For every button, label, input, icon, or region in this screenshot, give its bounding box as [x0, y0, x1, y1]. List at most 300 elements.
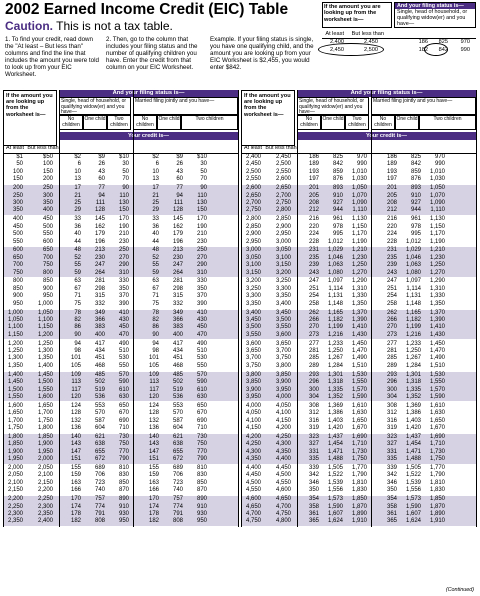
- table-cell: 224: [308, 231, 319, 238]
- table-cell: 266: [386, 316, 397, 323]
- table-cell: 944: [410, 207, 421, 214]
- table-cell: 417: [94, 340, 105, 347]
- table-row: [241, 425, 476, 432]
- table-cell: 2,450: [275, 154, 291, 160]
- table-cell: 29: [74, 207, 81, 214]
- table-cell: 850: [196, 479, 207, 486]
- table-cell: 1,230: [351, 254, 367, 261]
- table-cell: 1,097: [327, 278, 343, 285]
- table-row: [241, 216, 476, 223]
- table-cell: 689: [172, 465, 183, 471]
- table-cell: 1,370: [351, 309, 367, 316]
- table-cell: 842: [332, 161, 343, 168]
- table-row: [241, 286, 476, 293]
- table-cell: 1,335: [327, 386, 343, 393]
- table-cell: 1,607: [405, 510, 421, 517]
- table-cell: 1,029: [405, 247, 421, 254]
- table-cell: 75: [152, 300, 159, 307]
- table-cell: 530: [118, 355, 129, 362]
- table-cell: 349: [94, 309, 105, 316]
- table-cell: 182: [148, 518, 159, 525]
- table-cell: 98: [152, 348, 159, 355]
- table-row: [241, 262, 476, 269]
- header-sub-col: Two children: [107, 115, 131, 130]
- table-cell: 71: [152, 293, 159, 300]
- table-cell: 289: [386, 362, 397, 369]
- table-cell: 842: [410, 161, 421, 168]
- table-cell: 6: [155, 161, 159, 168]
- table-row: [3, 247, 238, 254]
- table-cell: 3,450: [245, 316, 261, 323]
- table-cell: 4,000: [275, 394, 291, 401]
- example-cell: 2,450: [364, 39, 378, 46]
- table-cell: $9: [176, 154, 183, 160]
- table-cell: 94: [74, 340, 81, 347]
- table-cell: 82: [152, 316, 159, 323]
- table-cell: 950: [42, 293, 53, 300]
- table-cell: 205: [308, 192, 319, 199]
- table-row: [3, 262, 238, 269]
- table-cell: 3,000: [245, 247, 261, 254]
- table-row: [241, 496, 476, 503]
- table-cell: 1,450: [351, 340, 367, 347]
- table-cell: 1,690: [429, 433, 445, 440]
- table-cell: 910: [118, 503, 129, 510]
- table-cell: 621: [172, 433, 183, 440]
- table-cell: 220: [386, 223, 397, 230]
- instruction-example: Example. If your filing status is single, you have one qualifying child, and the amount you are looking up from your EIC Worksheet is $2,455, you would enter $842.: [210, 36, 314, 71]
- table-cell: 220: [308, 223, 319, 230]
- table-cell: 630: [196, 394, 207, 401]
- table-cell: 670: [118, 410, 129, 417]
- table-cell: 281: [308, 348, 319, 355]
- table-row: [241, 472, 476, 479]
- table-cell: 700: [42, 254, 53, 261]
- table-cell: 1,050: [429, 185, 445, 192]
- table-cell: $10: [196, 154, 207, 160]
- table-cell: 910: [196, 503, 207, 510]
- table-cell: 808: [172, 518, 183, 525]
- table-cell: 655: [172, 448, 183, 455]
- table-cell: 55: [74, 262, 81, 269]
- table-cell: 450: [42, 216, 53, 223]
- table-cell: 128: [148, 410, 159, 417]
- table-cell: 50: [16, 161, 23, 168]
- table-cell: 740: [94, 487, 105, 494]
- table-cell: 774: [94, 503, 105, 510]
- table-cell: 1,454: [405, 441, 421, 448]
- table-cell: 859: [332, 168, 343, 175]
- table-cell: 1,790: [429, 472, 445, 479]
- table-cell: 1,090: [429, 199, 445, 206]
- table-cell: 2,800: [245, 216, 261, 223]
- table-cell: 310: [196, 269, 207, 276]
- example-credit-oval: [424, 43, 448, 56]
- table-cell: 536: [172, 394, 183, 401]
- table-cell: 790: [118, 456, 129, 463]
- table-row: [241, 379, 476, 386]
- table-cell: 600: [42, 238, 53, 245]
- table-row: [241, 387, 476, 394]
- table-cell: 1,012: [327, 238, 343, 245]
- table-cell: 151: [148, 456, 159, 463]
- table-cell: 350: [12, 207, 23, 214]
- table-cell: 500: [12, 231, 23, 238]
- table-cell: 1,600: [7, 402, 23, 409]
- table-row: [241, 449, 476, 456]
- table-cell: 990: [434, 161, 445, 168]
- table-cell: 1,556: [405, 487, 421, 494]
- table-cell: 82: [74, 316, 81, 323]
- table-row: [3, 487, 238, 494]
- table-cell: 370: [118, 293, 129, 300]
- table-cell: 550: [12, 238, 23, 245]
- caution-label: Caution.: [5, 19, 53, 33]
- table-cell: 1,510: [429, 362, 445, 369]
- table-cell: 111: [95, 199, 105, 206]
- table-cell: 961: [332, 216, 343, 223]
- table-cell: 2,350: [7, 518, 23, 525]
- table-row: [241, 511, 476, 518]
- table-cell: 400: [12, 216, 23, 223]
- table-cell: 293: [386, 371, 397, 378]
- table-cell: 1,650: [7, 410, 23, 417]
- table-row: [3, 394, 238, 401]
- table-cell: 235: [386, 254, 397, 261]
- table-cell: 410: [196, 309, 207, 316]
- header-sub-col: Two children: [181, 115, 238, 130]
- table-cell: 1,530: [351, 371, 367, 378]
- table-cell: 750: [42, 262, 53, 269]
- header-sub-col: No children: [371, 115, 395, 130]
- table-cell: 1,710: [429, 441, 445, 448]
- table-cell: 33: [152, 216, 159, 223]
- table-cell: 1,386: [405, 410, 421, 417]
- table-cell: 1,190: [351, 238, 367, 245]
- table-cell: 250: [42, 185, 53, 192]
- table-cell: 1,600: [37, 394, 53, 401]
- table-row: [241, 169, 476, 176]
- table-cell: 3,650: [275, 340, 291, 347]
- table-cell: 4,150: [245, 425, 261, 432]
- table-row: [3, 518, 238, 525]
- table-cell: 342: [386, 472, 397, 479]
- table-cell: 791: [94, 510, 105, 517]
- table-cell: 870: [118, 487, 129, 494]
- table-cell: 2,600: [245, 185, 261, 192]
- table-cell: 354: [386, 496, 397, 503]
- table-cell: 52: [74, 254, 81, 261]
- table-cell: 101: [148, 355, 159, 362]
- table-cell: 3,850: [275, 371, 291, 378]
- table-cell: 361: [386, 510, 397, 517]
- table-cell: 316: [386, 417, 397, 424]
- table-cell: 587: [94, 417, 105, 424]
- table-cell: 1,150: [37, 324, 53, 331]
- table-cell: 264: [172, 269, 183, 276]
- table-cell: 570: [196, 371, 207, 378]
- table-cell: 1,290: [429, 278, 445, 285]
- table-cell: 239: [308, 262, 319, 269]
- table-cell: 1,150: [429, 223, 445, 230]
- table-row: [241, 200, 476, 207]
- table-cell: 1,437: [327, 433, 343, 440]
- table-cell: 790: [196, 456, 207, 463]
- table-cell: 178: [148, 510, 159, 517]
- table-cell: 1,500: [7, 386, 23, 393]
- table-cell: 930: [118, 510, 129, 517]
- table-cell: 230: [94, 254, 105, 261]
- table-cell: 3,900: [275, 379, 291, 386]
- table-cell: 339: [308, 465, 319, 471]
- table-cell: 2,500: [245, 168, 261, 175]
- table-cell: 950: [12, 300, 23, 307]
- table-cell: 757: [94, 496, 105, 503]
- table-cell: 1,630: [351, 410, 367, 417]
- table-cell: 132: [70, 417, 81, 424]
- table-row: [241, 310, 476, 317]
- table-cell: 604: [172, 425, 183, 432]
- table-cell: 610: [196, 386, 207, 393]
- table-cell: 570: [172, 410, 183, 417]
- table-cell: 2,800: [275, 207, 291, 214]
- table-cell: 26: [98, 161, 105, 168]
- table-cell: 1,690: [351, 433, 367, 440]
- table-cell: 200: [12, 185, 23, 192]
- table-cell: 4,450: [275, 465, 291, 471]
- table-row: [241, 231, 476, 238]
- table-cell: 327: [308, 441, 319, 448]
- table-cell: 136: [148, 425, 159, 432]
- table-cell: 638: [172, 441, 183, 448]
- table-cell: 2,150: [37, 479, 53, 486]
- table-cell: 1,010: [429, 168, 445, 175]
- table-cell: 3,700: [275, 348, 291, 355]
- table-cell: 290: [196, 262, 207, 269]
- table-cell: 182: [70, 518, 81, 525]
- table-cell: 1,450: [37, 371, 53, 378]
- table-cell: 1,890: [429, 510, 445, 517]
- table-cell: 1,950: [7, 456, 23, 463]
- table-cell: 470: [196, 331, 207, 338]
- table-cell: 43: [176, 168, 183, 175]
- table-cell: 109: [70, 371, 81, 378]
- table-cell: 1,550: [351, 379, 367, 386]
- table-cell: 430: [118, 316, 129, 323]
- table-row: [3, 511, 238, 518]
- table-cell: 2,200: [7, 496, 23, 503]
- table-cell: 1,610: [351, 402, 367, 409]
- table-cell: 145: [172, 216, 183, 223]
- table-row: [241, 418, 476, 425]
- table-cell: 519: [172, 386, 183, 393]
- table-cell: 4,250: [245, 441, 261, 448]
- table-cell: 266: [308, 316, 319, 323]
- table-row: [3, 403, 238, 410]
- table-cell: 243: [308, 269, 319, 276]
- header-married-text: Married filing jointly and you have—: [371, 97, 476, 115]
- table-cell: 383: [172, 324, 183, 331]
- table-cell: 1,148: [405, 300, 421, 307]
- table-cell: 1,505: [405, 465, 421, 471]
- table-cell: 810: [118, 465, 129, 471]
- table-cell: 4,050: [275, 402, 291, 409]
- row-group: [3, 247, 238, 277]
- table-cell: 130: [196, 199, 207, 206]
- table-row: [241, 410, 476, 417]
- column-rule: [297, 90, 298, 527]
- table-cell: 170: [148, 496, 159, 503]
- table-row: [241, 207, 476, 214]
- example-cell: 186: [418, 39, 428, 46]
- table-cell: 239: [386, 262, 397, 269]
- table-cell: 4,600: [275, 487, 291, 494]
- table-cell: 323: [308, 433, 319, 440]
- table-cell: 4,250: [275, 433, 291, 440]
- table-cell: 995: [332, 231, 343, 238]
- table-cell: 1,573: [405, 496, 421, 503]
- table-cell: 1,114: [406, 285, 421, 292]
- table-cell: 228: [386, 238, 397, 245]
- table-cell: 1,850: [37, 433, 53, 440]
- table-cell: 1,500: [37, 379, 53, 386]
- table-cell: 927: [332, 199, 343, 206]
- table-cell: 365: [386, 518, 397, 525]
- table-cell: 2,750: [275, 199, 291, 206]
- header-credit-label: Your credit is—: [59, 132, 238, 140]
- table-cell: 672: [94, 456, 105, 463]
- table-cell: 961: [410, 216, 421, 223]
- table-cell: 3,750: [275, 355, 291, 362]
- table-cell: 850: [118, 479, 129, 486]
- table-cell: 4,150: [275, 417, 291, 424]
- table-cell: 410: [118, 309, 129, 316]
- table-cell: 4,100: [275, 410, 291, 417]
- table-row: [3, 434, 238, 441]
- table-cell: 1,450: [429, 340, 445, 347]
- table-row: [3, 239, 238, 246]
- table-cell: 143: [148, 441, 159, 448]
- table-cell: 1,114: [328, 285, 343, 292]
- table-cell: 212: [386, 207, 397, 214]
- table-cell: 1,131: [405, 293, 421, 300]
- table-cell: 1,200: [37, 331, 53, 338]
- table-cell: 2,350: [37, 510, 53, 517]
- table-cell: 1,000: [7, 309, 23, 316]
- table-cell: 910: [410, 192, 421, 199]
- table-row: [241, 278, 476, 285]
- table-cell: 1,030: [429, 176, 445, 183]
- table-cell: 190: [196, 223, 207, 230]
- table-cell: 810: [196, 465, 207, 471]
- table-cell: 270: [196, 254, 207, 261]
- row-group: [241, 341, 476, 371]
- table-cell: 1,810: [429, 479, 445, 486]
- table-row: [241, 441, 476, 448]
- table-cell: 1,080: [405, 269, 421, 276]
- table-cell: 312: [308, 410, 319, 417]
- table-cell: 1,530: [429, 371, 445, 378]
- header-sub-col: Two children: [419, 115, 476, 130]
- table-cell: 850: [12, 285, 23, 292]
- table-row: [241, 372, 476, 379]
- table-cell: 2,850: [245, 223, 261, 230]
- table-cell: 2,550: [245, 176, 261, 183]
- table-cell: 2,300: [7, 510, 23, 517]
- table-cell: 730: [196, 433, 207, 440]
- table-cell: 25: [152, 199, 159, 206]
- table-row: [241, 434, 476, 441]
- table-cell: 550: [42, 231, 53, 238]
- table-cell: 3,550: [245, 331, 261, 338]
- table-cell: 553: [94, 402, 105, 409]
- table-cell: 400: [94, 331, 105, 338]
- table-cell: 250: [12, 192, 23, 199]
- row-group: [241, 310, 476, 340]
- table-cell: 128: [172, 207, 183, 214]
- table-cell: 1,350: [429, 300, 445, 307]
- table-cell: 350: [196, 285, 207, 292]
- table-cell: 1,430: [351, 331, 367, 338]
- header-left-text: If the amount you are looking up from the worksheet is—: [241, 90, 295, 146]
- table-cell: 1,063: [405, 262, 421, 269]
- table-row: [3, 456, 238, 463]
- table-cell: 4,700: [245, 510, 261, 517]
- table-cell: 105: [70, 362, 81, 369]
- table-cell: 3,050: [275, 247, 291, 254]
- table-row: [3, 363, 238, 370]
- table-cell: 2,550: [275, 168, 291, 175]
- table-cell: 450: [118, 324, 129, 331]
- table-cell: 1,810: [351, 479, 367, 486]
- table-row: [3, 293, 238, 300]
- column-rule: [476, 90, 477, 527]
- table-cell: 281: [172, 278, 183, 285]
- table-cell: 370: [196, 293, 207, 300]
- table-cell: 1,390: [429, 316, 445, 323]
- table-cell: 1,267: [405, 355, 421, 362]
- table-cell: 163: [148, 479, 159, 486]
- example-cell: 182: [418, 46, 428, 53]
- table-cell: 77: [98, 185, 105, 192]
- table-cell: 1,250: [327, 348, 343, 355]
- table-row: [3, 270, 238, 277]
- table-cell: 189: [308, 161, 319, 168]
- table-cell: 3,300: [275, 285, 291, 292]
- table-row: [3, 301, 238, 308]
- table-cell: 890: [196, 496, 207, 503]
- table-cell: 2,250: [37, 496, 53, 503]
- header-sub-col: No children: [59, 115, 83, 130]
- table-cell: 3,450: [275, 309, 291, 316]
- table-cell: 201: [386, 185, 397, 192]
- table-cell: 117: [149, 386, 159, 393]
- table-cell: 417: [172, 340, 183, 347]
- table-cell: 1,130: [351, 216, 367, 223]
- table-row: [241, 317, 476, 324]
- header-but-less-than: But less than: [265, 145, 297, 151]
- table-cell: 113: [149, 379, 159, 386]
- table-cell: 1,403: [327, 417, 343, 424]
- table-cell: 366: [172, 316, 183, 323]
- table-cell: 3,400: [275, 300, 291, 307]
- table-cell: 450: [196, 324, 207, 331]
- table-cell: 4,000: [245, 402, 261, 409]
- table-cell: 1,420: [405, 425, 421, 432]
- header-credit-label: Your credit is—: [297, 132, 476, 140]
- table-cell: 1,522: [405, 472, 421, 479]
- table-cell: 1,430: [429, 331, 445, 338]
